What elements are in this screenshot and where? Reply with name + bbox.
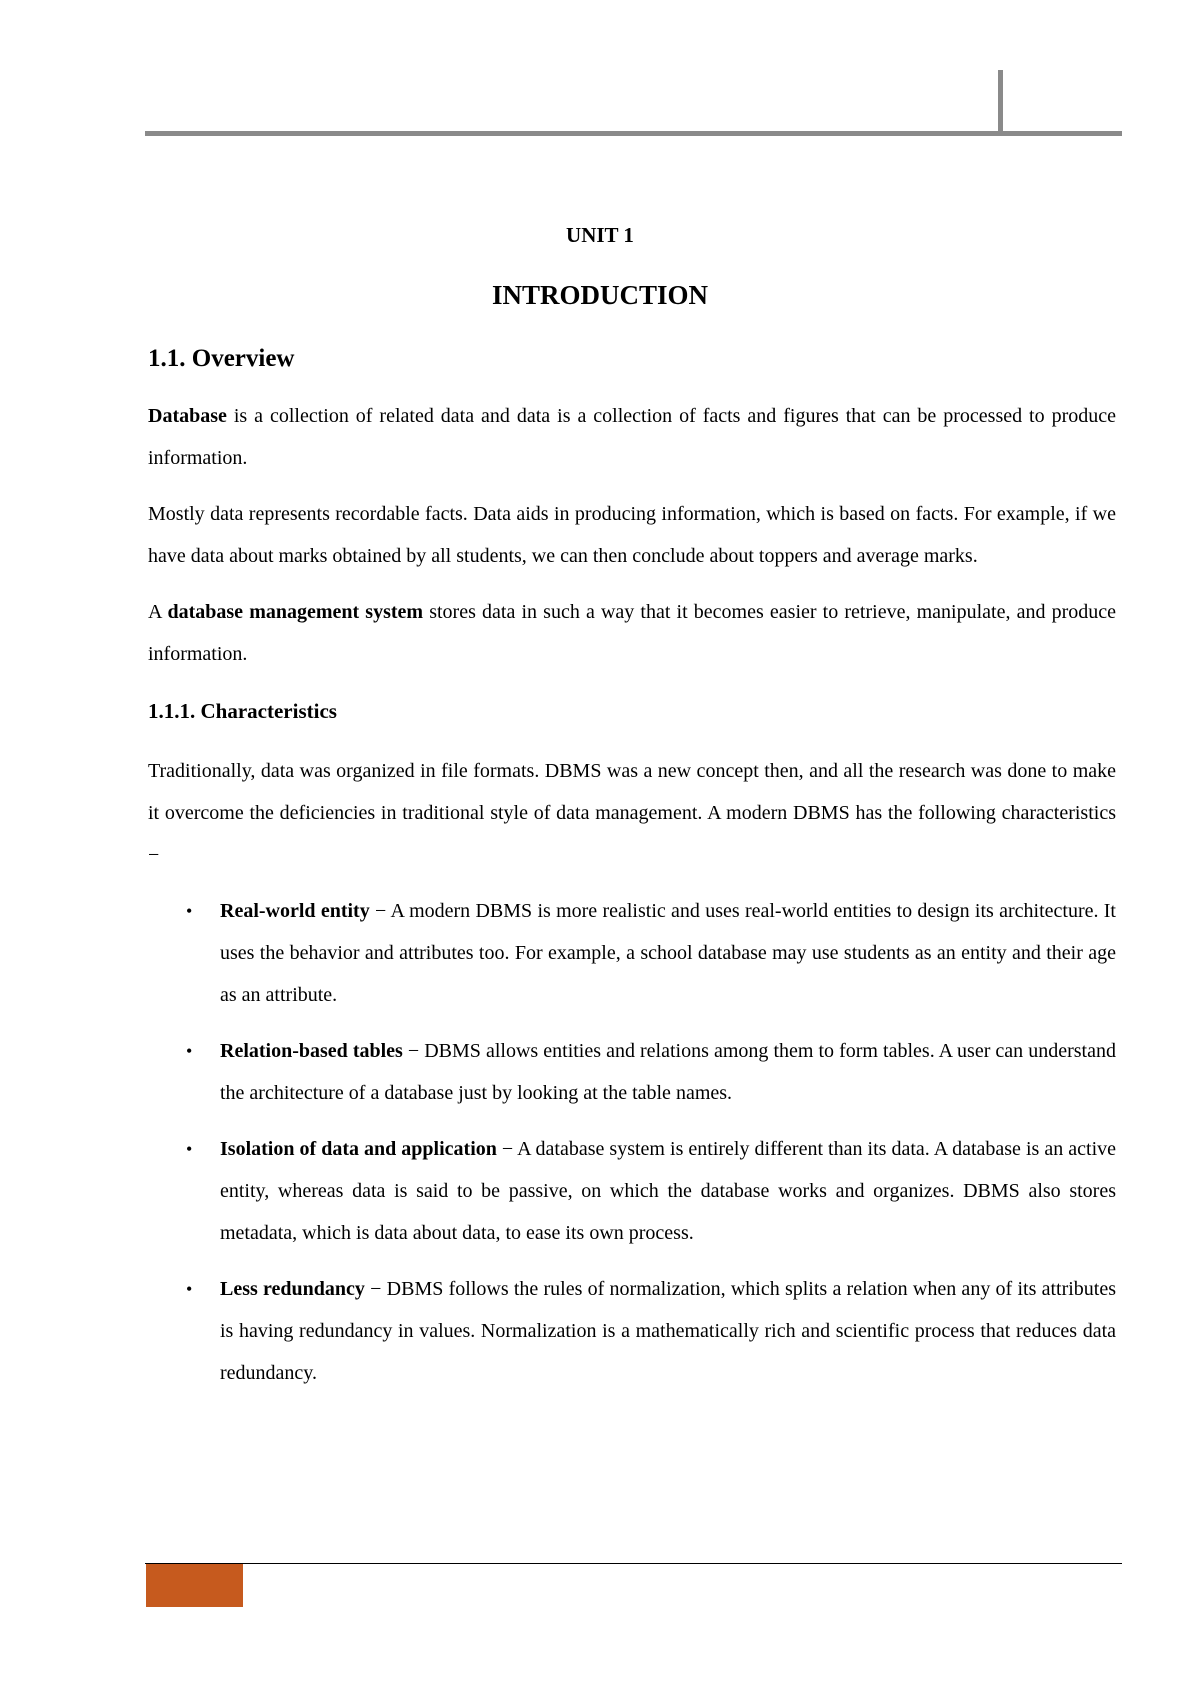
subsection-heading: 1.1.1. Characteristics xyxy=(148,699,337,723)
header-rule xyxy=(145,131,1122,136)
paragraph-prefix: A xyxy=(148,601,168,623)
paragraph-text: is a collection of related data and data is a collection of facts and figures that can be processed to produce information. xyxy=(148,405,1116,469)
bullet-icon: • xyxy=(186,1279,193,1299)
bullet-text: − A database system is entirely different than its data. A database is an active entity, whereas data is said to be passive, on which the database works and organizes. DBMS also stores metadata, which is data about data, to ease its own process. xyxy=(220,1138,1116,1244)
unit-label: UNIT 1 xyxy=(566,223,634,247)
page-content xyxy=(148,345,1116,1408)
bullet-term: Isolation of data and application xyxy=(220,1138,497,1160)
term-database: Database xyxy=(148,405,227,427)
paragraph-data-facts: Mostly data represents recordable facts. Data aids in producing information, which is based on facts. For example, if we have data about marks obtained by all students, we can then conclude about toppers and average marks. xyxy=(148,503,1116,567)
bullet-term: Relation-based tables xyxy=(220,1040,403,1062)
footer-accent-block xyxy=(146,1564,243,1607)
paragraph-text: stores data in such a way that it becomes easier to retrieve, manipulate, and produce information. xyxy=(148,601,1117,665)
bullet-text: − DBMS allows entities and relations among them to form tables. A user can understand the architecture of a database just by looking at the table names. xyxy=(220,1040,1116,1104)
list-item xyxy=(148,890,1116,1016)
bullet-icon: • xyxy=(186,1041,193,1061)
paragraph-database-definition xyxy=(148,395,1116,479)
list-item xyxy=(148,1268,1116,1394)
footer-rule xyxy=(145,1563,1122,1564)
list-item xyxy=(148,1128,1116,1254)
paragraph-characteristics-intro: Traditionally, data was organized in file formats. DBMS was a new concept then, and all the research was done to make it overcome the deficiencies in traditional style of data management. A modern DBMS has the following characteristics − xyxy=(148,760,1116,866)
paragraph-dbms-definition xyxy=(148,591,1116,675)
bullet-icon: • xyxy=(186,1139,193,1159)
section-heading: 1.1. Overview xyxy=(148,345,295,372)
list-item xyxy=(148,1030,1116,1114)
bullet-term: Real-world entity xyxy=(220,900,370,922)
header-tick-mark xyxy=(998,70,1003,134)
bullet-text: − A modern DBMS is more realistic and uses real-world entities to design its architecture. It uses the behavior and attributes too. For example, a school database may use students as an entity and their age as an attribute. xyxy=(220,900,1116,1006)
bullet-text: − DBMS follows the rules of normalization, which splits a relation when any of its attributes is having redundancy in values. Normalization is a mathematically rich and scientific process that reduces data redundancy. xyxy=(220,1278,1117,1384)
bullet-icon: • xyxy=(186,901,193,921)
term-dbms: database management system xyxy=(167,601,424,623)
characteristics-list xyxy=(148,890,1116,1394)
bullet-term: Less redundancy xyxy=(220,1278,365,1300)
chapter-title: INTRODUCTION xyxy=(491,280,709,310)
